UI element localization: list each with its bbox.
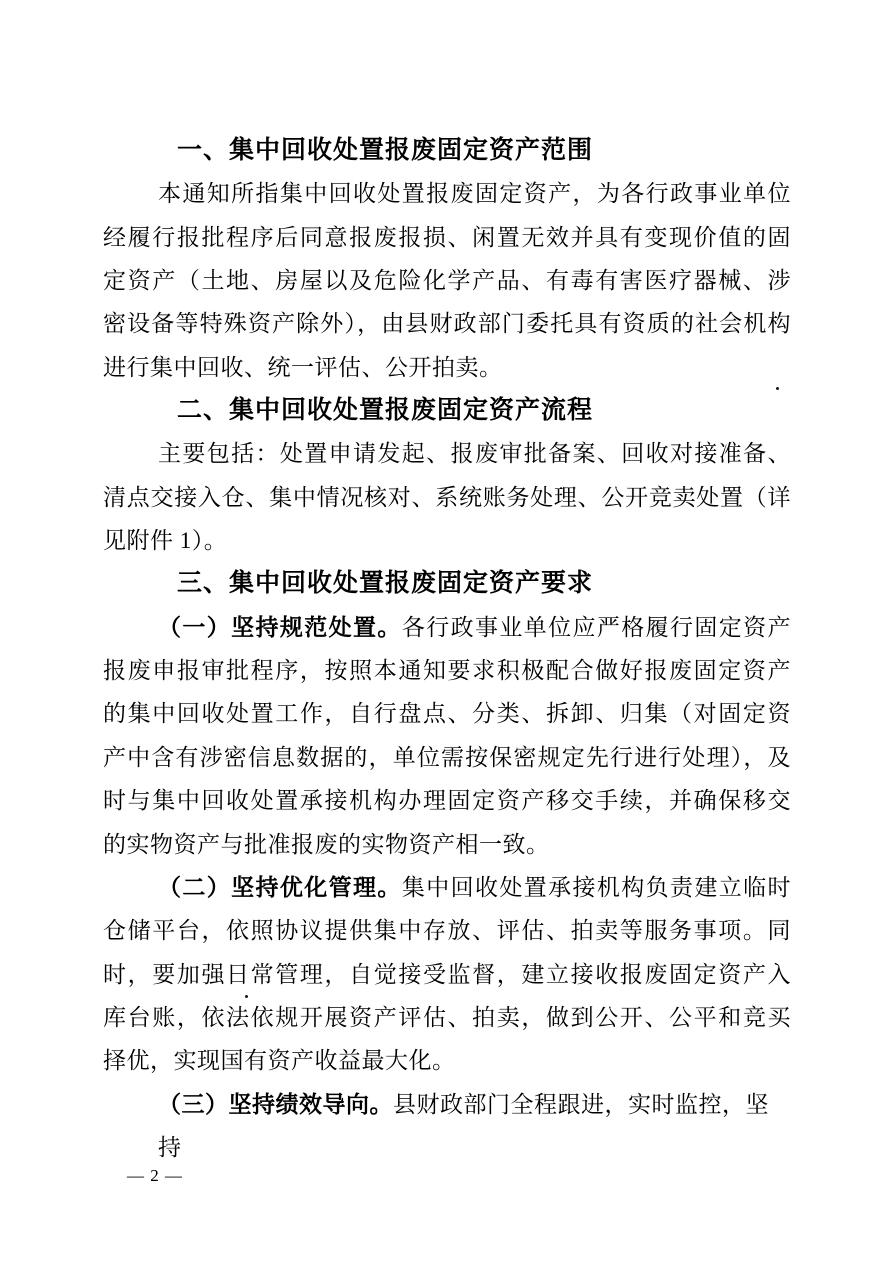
text-line [103, 823, 791, 866]
text-line [103, 779, 791, 822]
body-text: 集中回收处置承接机构负责建立临时 [401, 874, 792, 900]
text-line [103, 692, 791, 735]
body-text: 的集中回收处置工作，自行盘点、分类、拆卸、归集（对固定资 [103, 701, 791, 727]
text-line [103, 1039, 791, 1082]
body-text: 仓储平台，依照协议提供集中存放、评估、拍卖等服务事项。同 [103, 918, 791, 944]
section-heading: 三、集中回收处置报废固定资产要求 [177, 569, 594, 598]
text-line [103, 432, 791, 475]
body-text: 定资产（土地、房屋以及危险化学产品、有毒有害医疗器械、涉 [103, 268, 791, 294]
bold-lead-text: （二）坚持优化管理。 [158, 873, 402, 900]
scan-speck [776, 387, 779, 390]
text-line [103, 736, 791, 779]
body-text: 各行政事业单位应严格履行固定资产 [401, 614, 792, 640]
body-text: 择优，实现国有资产收益最大化。 [103, 1048, 456, 1074]
body-text: 主要包括：处置申请发起、报废审批备案、回收对接准备、 [158, 441, 791, 467]
body-text: 清点交接入仓、集中情况核对、系统账务处理、公开竞卖处置（详 [103, 484, 791, 510]
body-text: 报废申报审批程序，按照本通知要求积极配合做好报废固定资产 [103, 658, 791, 684]
section-heading: 一、集中回收处置报废固定资产范围 [177, 136, 594, 164]
text-line [103, 953, 791, 996]
text-line [103, 1083, 791, 1160]
text-line [103, 216, 791, 259]
text-line [103, 866, 791, 909]
text-line [103, 259, 791, 302]
body-text: 时，要加强日常管理，自觉接受监督，建立接收报废固定资产入 [103, 961, 791, 987]
text-line [103, 302, 791, 345]
body-text: 产中含有涉密信息数据的，单位需按保密规定先行进行处理），及 [103, 744, 791, 770]
text-line [103, 476, 791, 519]
text-line [103, 519, 791, 562]
text-line [103, 346, 791, 389]
body-text: 的实物资产与批准报废的实物资产相一致。 [103, 831, 550, 857]
body-text: 本通知所指集中回收处置报废固定资产，为各行政事业单位 [158, 181, 791, 207]
body-text: 经履行报批程序后同意报废报损、闲置无效并具有变现价值的固 [103, 224, 791, 250]
text-line [103, 649, 791, 692]
scan-speck [245, 995, 248, 998]
body-text: 进行集中回收、统一评估、公开拍卖。 [103, 354, 503, 380]
body-text: 库台账，依法依规开展资产评估、拍卖，做到公开、公平和竞买 [103, 1004, 791, 1030]
text-line [103, 606, 791, 649]
page-number: — 2 — [127, 1166, 183, 1185]
body-text: 密设备等特殊资产除外），由县财政部门委托具有资质的社会机构 [103, 311, 791, 337]
document-body [103, 129, 792, 1160]
text-line [103, 172, 791, 215]
bold-lead-text: （三）坚持绩效导向。 [158, 1090, 393, 1117]
text-line [103, 909, 791, 952]
body-text: 见附件 1）。 [103, 528, 228, 554]
section-heading: 二、集中回收处置报废固定资产流程 [177, 396, 594, 425]
body-text: 时与集中回收处置承接机构办理固定资产移交手续，并确保移交 [103, 788, 791, 814]
body-text: 县财政部门全程跟进，实时监控，坚持 [158, 1091, 769, 1160]
text-line [103, 996, 791, 1039]
bold-lead-text: （一）坚持规范处置。 [158, 613, 402, 640]
